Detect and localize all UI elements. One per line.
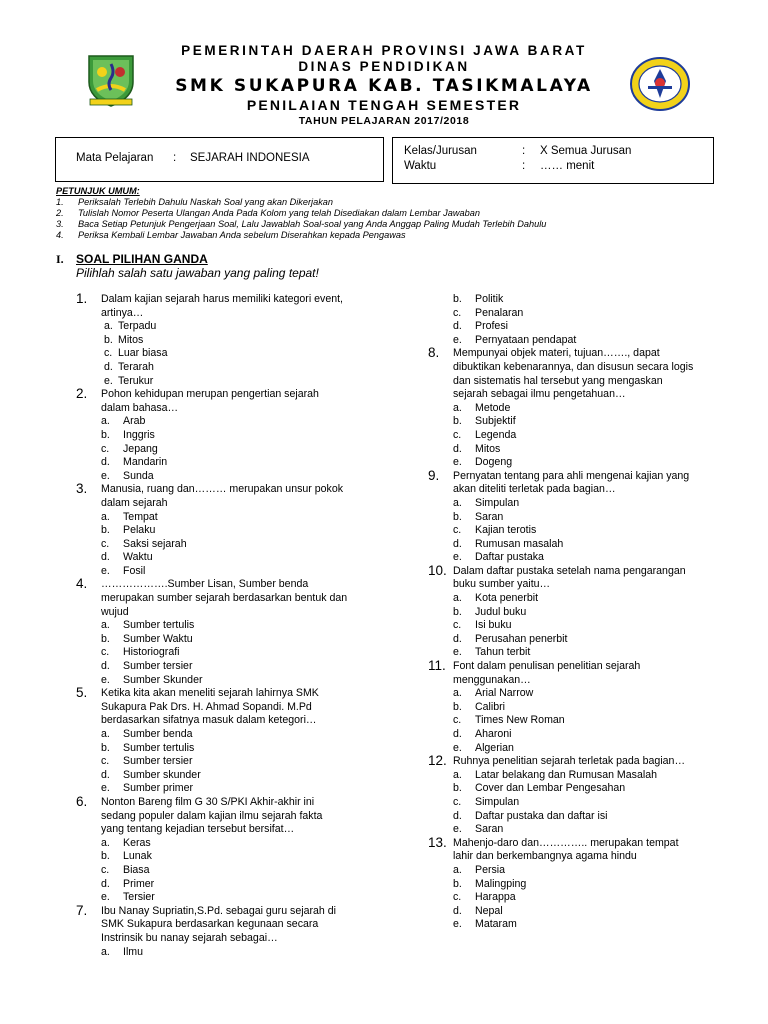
question-number: 8. <box>428 345 440 361</box>
option-letter: a. <box>453 687 462 700</box>
answer-option <box>76 470 376 484</box>
answer-option <box>428 714 728 728</box>
answer-option <box>76 511 376 525</box>
option-text: Algerian <box>475 741 514 754</box>
answer-option <box>428 456 728 470</box>
option-text: Calibri <box>475 700 506 713</box>
option-text: Saksi sejarah <box>123 537 187 550</box>
answer-option <box>428 307 728 321</box>
answer-option <box>428 864 728 878</box>
option-text: Sumber tersier <box>123 660 193 673</box>
option-letter: b. <box>453 877 462 890</box>
option-letter: e. <box>453 823 462 836</box>
answer-option <box>76 946 376 960</box>
question-text-continued: yang tentang kejadian tersebut bersifat… <box>101 823 295 836</box>
option-letter: e. <box>101 673 110 686</box>
answer-option <box>428 823 728 837</box>
option-text: Sumber Skunder <box>123 673 203 686</box>
option-text: Rumusan masalah <box>475 537 564 550</box>
option-letter: c. <box>101 646 110 659</box>
option-letter: c. <box>453 619 462 632</box>
question-text: 5. Ketika kita akan meneliti sejarah lahirnya SMK <box>76 685 319 701</box>
answer-option <box>428 633 728 647</box>
option-text: Kota penerbit <box>475 592 539 605</box>
option-text: Dogeng <box>475 456 513 469</box>
answer-option <box>76 619 376 633</box>
option-letter: a. <box>101 510 110 523</box>
option-letter: c. <box>101 442 110 455</box>
answer-option <box>76 864 376 878</box>
answer-option <box>76 660 376 674</box>
answer-option <box>76 538 376 552</box>
question-text-continued: akan diteliti terletak pada bagian… <box>453 483 616 496</box>
question-text-continued: dalam bahasa… <box>101 401 179 414</box>
option-text: Legenda <box>475 428 517 441</box>
option-text: Saran <box>475 510 504 523</box>
option-letter: a. <box>453 768 462 781</box>
option-letter: c. <box>453 306 462 319</box>
answer-option <box>428 646 728 660</box>
question-text: 2. Pohon kehidupan merupan pengertian sejarah <box>76 386 319 402</box>
question-text-continued: dalam sejarah <box>101 496 168 509</box>
answer-option <box>76 782 376 796</box>
option-letter: a. <box>453 592 462 605</box>
answer-option <box>428 810 728 824</box>
option-letter: b. <box>101 741 110 754</box>
option-letter: b. <box>453 415 462 428</box>
option-text: Daftar pustaka dan daftar isi <box>475 809 608 822</box>
option-letter: a. <box>101 619 110 632</box>
answer-option <box>428 334 728 348</box>
option-letter: c. <box>101 537 110 550</box>
answer-option <box>428 524 728 538</box>
option-letter: d. <box>101 551 110 564</box>
instruction-item: 4. Periksa Kembali Lembar Jawaban Anda sebelum Diserahkan kepada Pengawas <box>56 230 406 240</box>
option-letter: b. <box>453 293 462 305</box>
answer-option <box>428 415 728 429</box>
answer-option <box>428 728 728 742</box>
option-text: Ilmu <box>123 945 144 958</box>
subject-box <box>55 137 384 182</box>
option-letter: e. <box>453 741 462 754</box>
answer-option <box>76 429 376 443</box>
option-text: Mitos <box>475 442 501 455</box>
question-number: 1. <box>76 291 88 306</box>
question-number: 11. <box>428 658 446 674</box>
option-letter: c. <box>453 524 462 537</box>
question-text: 7. Ibu Nanay Supriatin,S.Pd. sebagai guru sejarah di <box>76 902 336 918</box>
answer-option: e. Terukur <box>104 374 154 387</box>
question-text-continued: sedang populer dalam kajian ilmu sejarah fakta <box>101 809 323 822</box>
answer-option <box>428 742 728 756</box>
answer-option <box>428 701 728 715</box>
section-number: I. <box>56 252 64 266</box>
option-letter: b. <box>453 782 462 795</box>
option-letter: c. <box>453 891 462 904</box>
header-school-name: SMK SUKAPURA KAB. TASIKMALAYA <box>175 76 593 96</box>
option-text: Malingping <box>475 877 527 890</box>
option-text: Pernyataan pendapat <box>475 333 577 346</box>
option-text: Times New Roman <box>475 714 565 727</box>
option-letter: e. <box>101 891 110 904</box>
question-number: 2. <box>76 386 88 402</box>
option-text: Aharoni <box>475 728 512 740</box>
header-government: PEMERINTAH DAERAH PROVINSI JAWA BARAT <box>181 43 587 58</box>
question-text-continued: lahir dan berkembangnya agama hindu <box>453 850 637 863</box>
question-number: 5. <box>76 685 88 701</box>
option-letter: d. <box>453 904 462 917</box>
answer-option <box>428 619 728 633</box>
option-text: Harappa <box>475 891 516 904</box>
answer-option <box>76 456 376 470</box>
question-text-continued: dibuktikan kebenarannya, dan disusun secara logis <box>453 360 694 373</box>
answer-option <box>428 891 728 905</box>
option-letter: d. <box>453 320 462 333</box>
option-text: Tersier <box>123 891 155 904</box>
option-letter: a. <box>101 728 110 740</box>
question-number: 9. <box>428 467 440 483</box>
question-text-continued: Instrinsik bu nanay sejarah sebagai… <box>101 931 278 944</box>
answer-option <box>428 592 728 606</box>
question-number: 4. <box>76 576 88 592</box>
section-title: SOAL PILIHAN GANDA <box>76 252 208 266</box>
answer-option <box>76 565 376 579</box>
answer-option <box>76 850 376 864</box>
option-text: Daftar pustaka <box>475 551 544 564</box>
section-instruction: Pilihlah salah satu jawaban yang paling tepat! <box>76 266 319 280</box>
question-text-continued: artinya… <box>101 306 144 319</box>
answer-option <box>428 551 728 565</box>
option-text: Sumber primer <box>123 782 194 795</box>
option-text: Fosil <box>123 564 146 577</box>
option-text: Penalaran <box>475 306 524 319</box>
question-text: 13. Mahenjo-daro dan………….. merupakan tempat <box>428 834 679 850</box>
option-text: Profesi <box>475 320 508 333</box>
question-text: 3. Manusia, ruang dan……… merupakan unsur pokok <box>76 481 344 497</box>
answer-option <box>76 646 376 660</box>
question-number: 6. <box>76 793 88 809</box>
option-letter: b. <box>101 632 110 645</box>
header-department: DINAS PENDIDIKAN <box>298 59 470 74</box>
answer-option <box>428 538 728 552</box>
option-letter: a. <box>101 415 110 428</box>
answer-option <box>428 796 728 810</box>
option-text: Mataram <box>475 918 517 931</box>
question-text-continued: merupakan sumber sejarah berdasarkan bentuk dan <box>101 592 348 605</box>
option-letter: e. <box>453 333 462 346</box>
option-letter: a. <box>101 836 110 849</box>
option-text: Waktu <box>123 551 153 564</box>
answer-option <box>428 429 728 443</box>
answer-option <box>76 742 376 756</box>
question-text-continued: dan sistematis hal tersebut yang mengaskan <box>453 374 663 387</box>
answer-option <box>76 415 376 429</box>
option-letter: b. <box>101 428 110 441</box>
question-text-continued: sejarah sebagai ilmu pengetahuan… <box>453 388 626 401</box>
option-text: Sumber tersier <box>123 755 193 768</box>
option-text: Arial Narrow <box>475 687 534 700</box>
class-label: Kelas/Jurusan <box>404 145 477 157</box>
answer-option <box>428 402 728 416</box>
option-text: Kajian terotis <box>475 524 537 537</box>
question-text: 11. Font dalam penulisan penelitian sejarah <box>428 658 641 674</box>
option-letter: e. <box>453 918 462 931</box>
option-letter: c. <box>453 428 462 441</box>
answer-option <box>76 551 376 565</box>
option-text: Tempat <box>123 510 158 523</box>
answer-option <box>428 782 728 796</box>
option-letter: e. <box>101 782 110 795</box>
option-letter: b. <box>453 510 462 523</box>
header-school-year: TAHUN PELAJARAN 2017/2018 <box>298 115 470 127</box>
subject-value: SEJARAH INDONESIA <box>190 152 310 164</box>
option-text: Judul buku <box>475 605 527 618</box>
question-number: 13. <box>428 834 447 850</box>
option-text: Sumber tertulis <box>123 741 195 754</box>
question-column-left <box>76 293 376 959</box>
question-text: 9. Pernyatan tentang para ahli mengenai kajian yang <box>428 467 690 483</box>
option-letter: d. <box>101 660 110 673</box>
option-text: Sumber Waktu <box>123 632 193 645</box>
option-text: Pelaku <box>123 524 156 537</box>
option-letter: e. <box>453 456 462 469</box>
option-text: Historiografi <box>123 646 180 659</box>
option-text: Latar belakang dan Rumusan Masalah <box>475 768 657 781</box>
option-text: Saran <box>475 823 504 836</box>
option-letter: a. <box>453 863 462 876</box>
option-text: Simpulan <box>475 496 520 509</box>
instruction-item: 2. Tulislah Nomor Peserta Ulangan Anda Pada Kolom yang telah Disediakan dalam Lembar Jawaban <box>56 208 480 218</box>
question-text-continued: berdasarkan sifatnya masuk dalam ketegori… <box>101 714 317 727</box>
question-number: 10. <box>428 562 447 578</box>
option-letter: e. <box>453 646 462 659</box>
answer-option <box>428 511 728 525</box>
question-text: 10. Dalam daftar pustaka setelah nama pengarangan <box>428 562 686 578</box>
option-text: Keras <box>123 836 151 849</box>
class-separator: : <box>522 145 526 157</box>
option-letter: b. <box>453 700 462 713</box>
option-text: Lunak <box>123 850 152 863</box>
option-text: Inggris <box>123 428 155 441</box>
answer-option: c. Luar biasa <box>104 347 168 360</box>
option-letter: d. <box>101 877 110 890</box>
option-letter: a. <box>453 401 462 414</box>
header-exam-title: PENILAIAN TENGAH SEMESTER <box>246 97 522 113</box>
option-text: Politik <box>475 293 504 305</box>
answer-option <box>428 320 728 334</box>
option-letter: c. <box>101 755 110 768</box>
instructions-title: PETUNJUK UMUM: <box>56 186 140 196</box>
answer-option <box>76 633 376 647</box>
answer-option <box>428 443 728 457</box>
option-text: Nepal <box>475 904 503 917</box>
option-text: Mandarin <box>123 456 168 469</box>
question-text-continued: Sukapura Pak Drs. H. Ahmad Sopandi. M.Pd <box>101 700 312 713</box>
option-letter: e. <box>101 469 110 482</box>
answer-option <box>428 687 728 701</box>
class-value: X Semua Jurusan <box>540 145 632 157</box>
time-value: …… menit <box>540 160 595 172</box>
option-text: Perusahan penerbit <box>475 632 568 645</box>
option-text: Sumber tertulis <box>123 619 195 632</box>
option-text: Cover dan Lembar Pengesahan <box>475 782 626 795</box>
option-letter: d. <box>453 728 462 740</box>
general-instructions <box>56 186 546 241</box>
option-text: Persia <box>475 863 506 876</box>
question-text-continued: SMK Sukapura berdasarkan kegunaan secara <box>101 918 319 931</box>
subject-label: Mata Pelajaran <box>76 152 154 164</box>
question-text-continued: menggunakan… <box>453 673 531 686</box>
option-letter: d. <box>453 537 462 550</box>
question-text: 8. Mempunyai objek materi, tujuan……., dapat <box>428 345 660 361</box>
question-column-right <box>428 293 728 932</box>
answer-option <box>76 674 376 688</box>
option-letter: a. <box>101 945 110 958</box>
time-label: Waktu <box>404 160 437 172</box>
option-text: Tahun terbit <box>475 646 531 659</box>
option-text: Arab <box>123 415 146 428</box>
answer-option <box>428 918 728 932</box>
section-heading <box>56 252 208 267</box>
option-letter: d. <box>453 442 462 455</box>
option-letter: c. <box>101 863 110 876</box>
option-text: Sumber benda <box>123 728 193 740</box>
question-text: 6. Nonton Bareng film G 30 S/PKI Akhir-akhir ini <box>76 793 315 809</box>
answer-option <box>76 891 376 905</box>
answer-option <box>428 905 728 919</box>
option-letter: b. <box>101 524 110 537</box>
answer-option <box>76 769 376 783</box>
time-separator: : <box>522 160 526 172</box>
option-text: Jepang <box>123 442 158 455</box>
class-time-box <box>392 137 714 184</box>
option-letter: d. <box>453 632 462 645</box>
answer-option: a. Terpadu <box>104 320 157 333</box>
option-text: Isi buku <box>475 619 512 632</box>
option-letter: e. <box>101 564 110 577</box>
question-number: 7. <box>76 902 88 918</box>
option-letter: d. <box>101 456 110 469</box>
option-letter: d. <box>453 809 462 822</box>
answer-option <box>428 878 728 892</box>
answer-option <box>428 497 728 511</box>
question-number: 3. <box>76 481 88 497</box>
option-text: Biasa <box>123 863 150 876</box>
question-text-continued: wujud <box>101 605 129 618</box>
answer-option <box>76 837 376 851</box>
option-text: Simpulan <box>475 795 520 808</box>
answer-option <box>428 606 728 620</box>
question-text: 1. Dalam kajian sejarah harus memiliki kategori event, <box>76 291 343 306</box>
option-text: Primer <box>123 877 155 890</box>
option-letter: b. <box>453 605 462 618</box>
option-letter: a. <box>453 496 462 509</box>
question-text-continued: buku sumber yaitu… <box>453 578 551 591</box>
answer-option <box>428 293 728 307</box>
answer-option: b. Mitos <box>104 333 144 346</box>
question-number: 12. <box>428 753 447 769</box>
answer-option <box>428 769 728 783</box>
answer-option <box>76 728 376 742</box>
option-text: Subjektif <box>475 415 516 428</box>
option-letter: c. <box>453 714 462 727</box>
option-letter: e. <box>453 551 462 564</box>
answer-option: d. Terarah <box>104 360 154 373</box>
answer-option <box>76 755 376 769</box>
option-letter: b. <box>101 850 110 863</box>
answer-option <box>76 878 376 892</box>
subject-separator: : <box>173 152 177 164</box>
instruction-item: 3. Baca Setiap Petunjuk Pengerjaan Soal, Lalu Jawablah Soal-soal yang Anda Anggap Paling Mudah Terlebih Dahulu <box>56 219 547 229</box>
question-text: 12. Ruhnya penelitian sejarah terletak pada bagian… <box>428 753 686 769</box>
option-text: Metode <box>475 401 511 414</box>
instruction-item: 1. Periksalah Terlebih Dahulu Naskah Soal yang akan Dikerjakan <box>56 197 334 207</box>
option-text: Sunda <box>123 469 154 482</box>
answer-option <box>76 443 376 457</box>
option-letter: c. <box>453 795 462 808</box>
answer-option <box>76 524 376 538</box>
question-text: 4. ……………….Sumber Lisan, Sumber benda <box>76 576 309 592</box>
option-letter: d. <box>101 768 110 781</box>
option-text: Sumber skunder <box>123 768 201 781</box>
